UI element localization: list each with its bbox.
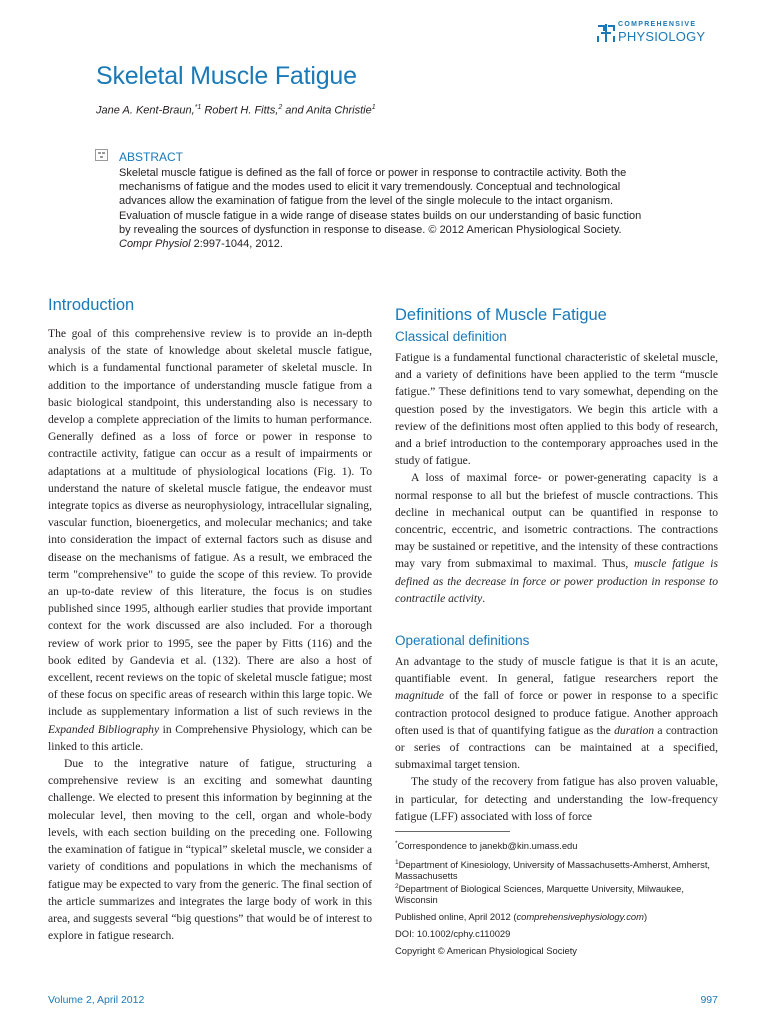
text-run: . [482,591,486,605]
affiliation-2 [395,881,718,905]
text-run: ) [643,911,648,923]
footnote-divider [395,831,510,832]
abstract-main: Skeletal muscle fatigue is defined as the fall of force or power in response to contractile activity. Both the mechanisms of fatigue and the modes used to elicit it vary tremendously. Conceptual and technological advances allow the examination of fatigue from the level of the single molecule to the intact organism. Evaluation of muscle fatigue in a wide range of disease states builds on our understanding of basic function by revealing the sources of dysfunction in response to disease. © 2012 American Physiological Society. [119,167,642,236]
author-affiliation-mark: 1 [371,104,376,111]
text-run: in Comprehensive Physiology, which can be linked to this article. [48,722,372,753]
article-title: Skeletal Muscle Fatigue [96,62,357,90]
journal-abbrev: Compr Physiol [119,238,191,251]
text-run: Published online, April 2012 ( [395,911,517,923]
doi-note: DOI: 10.1002/cphy.c110029 [395,928,511,940]
italic-run: duration [614,723,655,737]
footnotes [395,838,718,956]
left-column [48,296,372,944]
logo-top-text: COMPREHENSIVE [618,21,697,28]
italic-run: magnitude [395,689,444,703]
text-run: of the fall of force or power in response to a specific contraction protocol designed to produce fatigue. Another approach often used is that of quantifying fatigue as the [395,689,718,737]
text-run: A loss of maximal force- or power-generating capacity is a normal response to all but the briefest of muscle contractions. This decline in mechanical output can be quantified in response to concentric, eccentric, and isometric contractions. The contractions may be sustained or repetitive, and the intensity of these contractions may vary from submaximal to maximal. Thus, [395,471,718,571]
volume-info: Volume 2, April 2012 [48,994,145,1006]
journal-logo [568,20,718,46]
text-run: The goal of this comprehensive review is to provide an in-depth analysis of the state of knowledge about skeletal muscle fatigue, which is a fundamental functional parameter of skeletal muscle. In addition to the importance of understanding muscle fatigue from a basic biological standpoint, this understanding also is necessary to develop a complete appreciation of the limits to human performance. Generally defined as a loss of force or power in response to contractile activity, fatigue can occur as a result of impairments or adaptations at a multitude of physiological locations (Fig. 1). To understand the nature of skeletal muscle fatigue, the endeavor must integrate topics as diverse as neurophysiology, intracellular signaling, vascular function, bioenergetics, and molecular mechanics; and take into consideration the impact of external factors such as disuse and disease on the mechanisms of fatigue. As a result, we embraced the term "comprehensive" to guide the scope of this review. To provide an up-to-date review of this literature, the focus is on studies published since 1995, although earlier studies that provide important context for the work discussed are also included. For a thorough review of work prior to 1995, see the paper by Fitts (116) and the book edited by Gandevia et al. (132). There are also a host of excellent, recent reviews on the topic of skeletal muscle fatigue; most of these focus on specific areas of research within this large topic. We include as supplementary information a list of such reviews in the [48,327,372,719]
abstract-text [119,166,647,251]
classical-paragraph-2 [395,469,718,607]
subheading-classical-definition: Classical definition [395,329,507,344]
italic-run: Expanded Bibliography [48,722,160,736]
logo-bottom-text: PHYSIOLOGY [618,29,706,44]
section-heading-definitions: Definitions of Muscle Fatigue [395,306,607,324]
footnote-mark: 1 [395,859,399,867]
author-name: Jane A. Kent-Braun, [96,104,195,117]
website-link[interactable]: comprehensivephysiology.com [516,911,644,923]
text-run: An advantage to the study of muscle fatigue is that it is an acute, quantifiable event. In general, fatigue researchers report the [395,655,718,686]
abstract-bookmark-icon [95,149,108,161]
operational-paragraph-1 [395,653,718,773]
text-run: a contraction or series of contractions can be maintained at a specified, submaximal target tension. [395,723,718,772]
correspondence-text: Correspondence to janekb@kin.umass.edu [397,840,578,852]
intro-paragraph-2: Due to the integrative nature of fatigue, structuring a comprehensive review is an exciting and somewhat daunting challenge. We elected to present this information by beginning at the molecular level, then moving to the cell, organ and whole-body levels, with each section building on the preceding one. Following the examination of fatigue in “typical” skeletal muscle, we consider a variety of conditions and populations in which the mechanisms of fatigue may be expected to vary from the generic. The final section of the article summarizes and integrates the large body of work in this area, and suggests several “big questions” that would be of interest to explore in fatigue research. [48,757,372,943]
author-affiliation-mark: *1 [194,104,202,111]
right-column [395,296,718,825]
italic-run: muscle fatigue is defined as the decrease in force or power production in response to contractile activity [395,557,718,605]
operational-paragraph-2: The study of the recovery from fatigue has also proven valuable, in particular, for detecting and understanding the low-frequency fatigue (LFF) associated with loss of force [395,775,718,823]
author-affiliation-mark: 2 [278,104,283,111]
footnote-mark: * [395,840,398,847]
page-number: 997 [700,994,718,1006]
subheading-operational-definitions: Operational definitions [395,633,530,649]
section-heading-introduction: Introduction [48,296,135,314]
citation-tail: 2:997-1044, 2012. [190,238,283,251]
abstract-heading: ABSTRACT [119,150,184,164]
correspondence-note [395,838,718,851]
footnote-mark: 2 [395,883,399,891]
comprehensive-physiology-logo-icon [595,22,617,44]
author-name: Robert H. Fitts, [201,104,279,117]
affiliation-text: Department of Kinesiology, University of Massachusetts-Amherst, Amherst, Massachusetts [395,859,711,882]
author-name: and Anita Christie [282,104,372,117]
intro-paragraph-1 [48,325,372,755]
classical-paragraph-1: Fatigue is a fundamental functional characteristic of skeletal muscle, and a variety of definitions have been applied to the term “muscle fatigue.” These definitions tend to vary somewhat, depending on the question posed by the investigators. We begin this article with a review of the definitions most often applied to this body of research, and a brief introduction to the contemporary approaches used in the study of fatigue. [395,351,718,468]
affiliation-1 [395,857,718,881]
affiliation-text: Department of Biological Sciences, Marquette University, Milwaukee, Wisconsin [395,883,684,906]
author-list [96,104,376,117]
published-note [395,911,718,922]
copyright-note: Copyright © American Physiological Society [395,945,577,957]
